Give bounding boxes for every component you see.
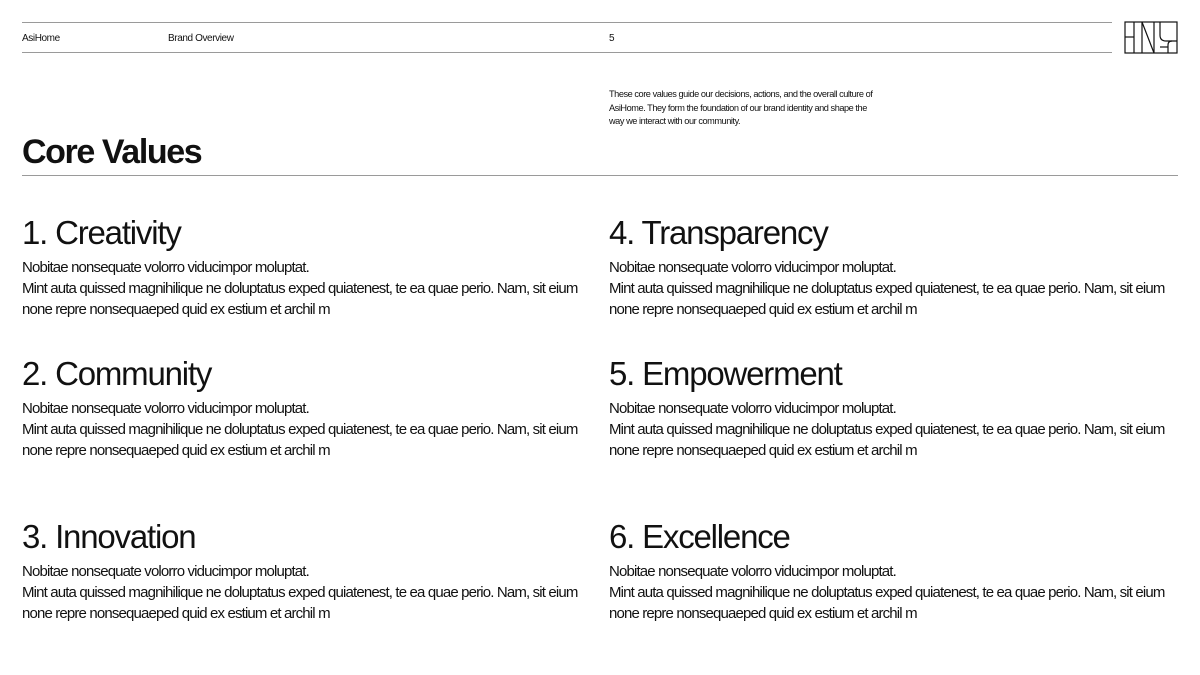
value-title: 4. Transparency <box>609 214 828 251</box>
value-body <box>609 561 1179 624</box>
value-body-line1: Nobitae nonsequate volorro viducimpor moluptat. <box>609 563 896 580</box>
value-community <box>22 354 592 461</box>
page-title: Core Values <box>22 133 202 171</box>
header-bottom-rule <box>22 52 1112 53</box>
value-body-line2: Mint auta quissed magnihilique ne doluptatus exped quiatenest, te ea quae perio. Nam, sit eium none repre nonsequaeped quid ex estium et archil m <box>609 280 1165 318</box>
value-body <box>22 561 592 624</box>
value-body <box>22 398 592 461</box>
header-brand: AsiHome <box>22 33 60 44</box>
header-page-number: 5 <box>609 33 615 44</box>
intro-paragraph: These core values guide our decisions, actions, and the overall culture of AsiHome. They form the foundation of our brand identity and shape the way we interact with our community. <box>609 89 873 127</box>
value-body-line2: Mint auta quissed magnihilique ne doluptatus exped quiatenest, te ea quae perio. Nam, sit eium none repre nonsequaeped quid ex estium et archil m <box>609 584 1165 622</box>
value-body-line1: Nobitae nonsequate volorro viducimpor moluptat. <box>22 563 309 580</box>
value-body-line2: Mint auta quissed magnihilique ne doluptatus exped quiatenest, te ea quae perio. Nam, sit eium none repre nonsequaeped quid ex estium et archil m <box>22 280 578 318</box>
value-title: 3. Innovation <box>22 518 196 555</box>
value-innovation <box>22 517 592 624</box>
value-body <box>22 257 592 320</box>
value-title: 6. Excellence <box>609 518 790 555</box>
value-empowerment <box>609 354 1179 461</box>
value-body <box>609 257 1179 320</box>
value-transparency <box>609 213 1179 320</box>
value-excellence <box>609 517 1179 624</box>
value-body-line2: Mint auta quissed magnihilique ne doluptatus exped quiatenest, te ea quae perio. Nam, sit eium none repre nonsequaeped quid ex estium et archil m <box>22 421 578 459</box>
header-section: Brand Overview <box>168 33 234 44</box>
value-body-line1: Nobitae nonsequate volorro viducimpor moluptat. <box>22 400 309 417</box>
value-body-line2: Mint auta quissed magnihilique ne doluptatus exped quiatenest, te ea quae perio. Nam, sit eium none repre nonsequaeped quid ex estium et archil m <box>609 421 1165 459</box>
value-title: 1. Creativity <box>22 214 181 251</box>
value-body-line2: Mint auta quissed magnihilique ne doluptatus exped quiatenest, te ea quae perio. Nam, sit eium none repre nonsequaeped quid ex estium et archil m <box>22 584 578 622</box>
value-creativity <box>22 213 592 320</box>
value-body-line1: Nobitae nonsequate volorro viducimpor moluptat. <box>609 259 896 276</box>
value-body <box>609 398 1179 461</box>
brand-monogram-icon <box>1124 21 1178 54</box>
header-top-rule <box>22 22 1112 23</box>
title-divider <box>22 175 1178 176</box>
value-title: 5. Empowerment <box>609 355 842 392</box>
value-title: 2. Community <box>22 355 212 392</box>
value-body-line1: Nobitae nonsequate volorro viducimpor moluptat. <box>609 400 896 417</box>
value-body-line1: Nobitae nonsequate volorro viducimpor moluptat. <box>22 259 309 276</box>
